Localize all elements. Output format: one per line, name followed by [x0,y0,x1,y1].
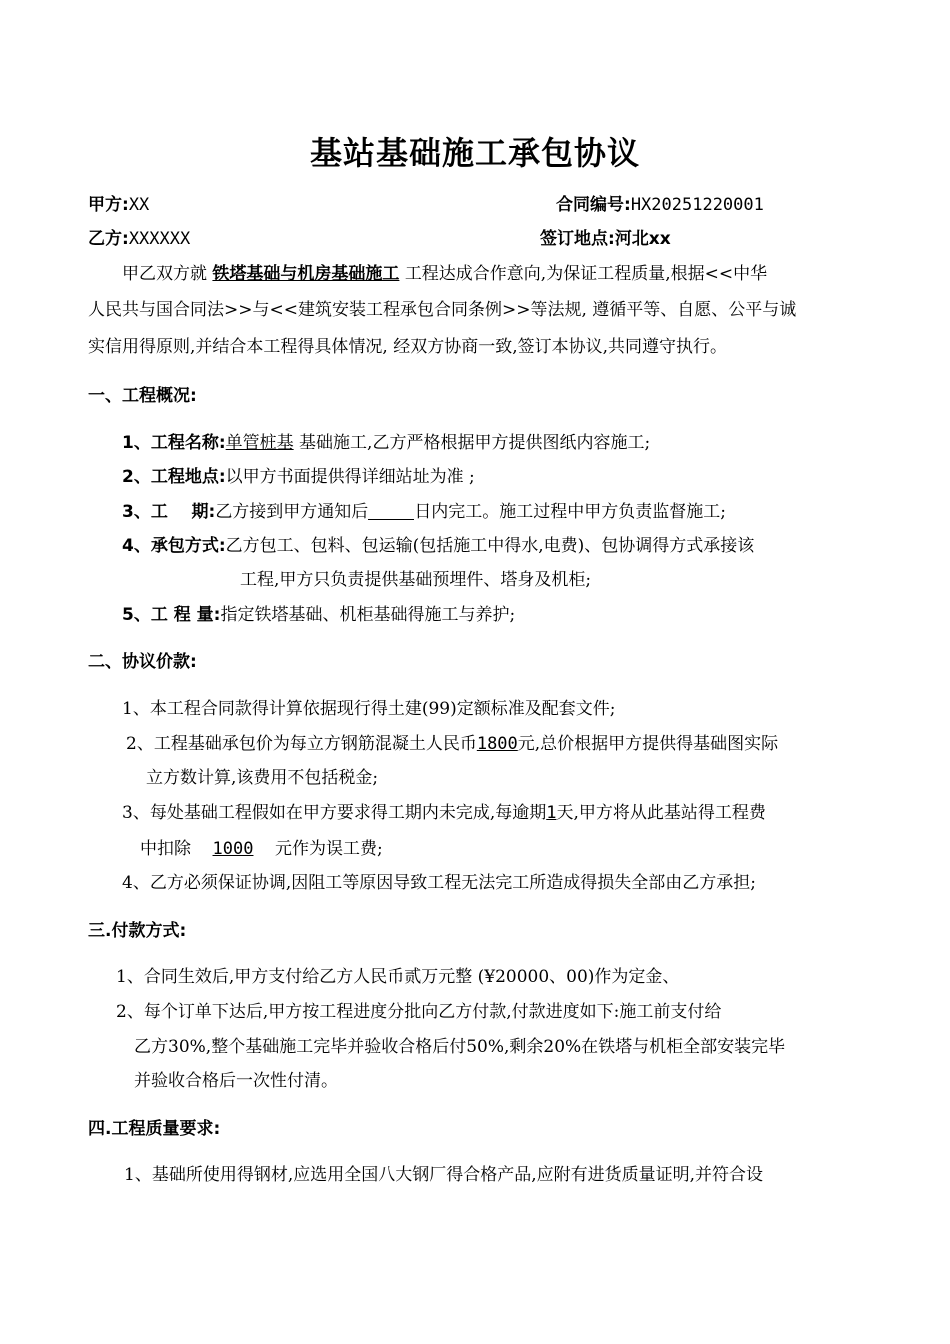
s1-item-4-line-2: 工程,甲方只负责提供基础预埋件、塔身及机柜; [240,570,592,590]
section-2-heading: 二、协议价款: [88,652,197,672]
s3-item-2-line-2: 乙方30%,整个基础施工完毕并验收合格后付50%,剩余20%在铁塔与机柜全部安装完毕 [134,1037,786,1057]
party-b [88,228,190,250]
s1-item-1 [122,432,650,454]
s1-item-2-label: 2、工程地点: [122,467,226,487]
party-a [88,194,149,216]
s1-item-3 [122,501,726,523]
s3-item-1: 1、合同生效后,甲方支付给乙方人民币贰万元整 (¥20000、00)作为定金、 [116,967,680,987]
s1-item-4-line-1: 乙方包工、包料、包运输(包括施工中得水,电费)、包协调得方式承接该 [225,536,755,556]
s1-item-1-rest: 基础施工,乙方严格根据甲方提供图纸内容施工; [299,433,651,453]
s2-item-3-days: 1 [546,803,557,823]
s1-item-2-rest: 以甲方书面提供得详细站址为准 ; [225,467,475,487]
s1-item-4 [122,535,754,557]
intro-pre: 甲乙双方就 [122,264,207,284]
s2-item-2 [126,733,778,755]
s2-item-3-l2-post: 元作为误工费; [275,839,383,859]
intro-post: 工程达成合作意向,为保证工程质量,根据<<中华 [404,264,768,284]
s2-item-2-pre: 2、工程基础承包价为每立方钢筋混凝土人民币 [126,734,477,754]
s2-item-3-pre: 3、每处基础工程假如在甲方要求得工期内未完成,每逾期 [122,803,547,823]
party-b-value: XXXXXX [128,229,191,249]
document-title: 基站基础施工承包协议 [309,134,640,172]
intro-line-2: 人民共与国合同法>>与<<建筑安装工程承包合同条例>>等法规, 遵循平等、自愿、公平与诚 [88,300,797,320]
s2-item-3-amount: 1000 [212,839,254,859]
s3-item-2-line-3: 并验收合格后一次性付清。 [134,1071,338,1091]
party-b-label: 乙方: [88,229,129,249]
s2-item-3-line-2 [140,838,383,860]
section-1-heading: 一、工程概况: [88,386,197,406]
party-a-value: XX [128,195,150,215]
s1-item-2 [122,466,475,488]
sign-place-label: 签订地点: [540,229,615,249]
s1-item-1-name: 单管桩基 [225,433,294,453]
s1-item-1-label: 1、工程名称: [122,433,226,453]
s2-item-3-post: 天,甲方将从此基站得工程费 [556,803,766,823]
contract-number [556,194,764,216]
s4-item-1: 1、基础所使用得钢材,应选用全国八大钢厂得合格产品,应附有进货质量证明,并符合设 [124,1165,764,1185]
sign-place-value: 河北xx [614,229,671,249]
s2-item-1: 1、本工程合同款得计算依据现行得土建(99)定额标准及配套文件; [122,699,616,719]
s1-item-3-blank [368,503,414,520]
s2-item-3-l2-pre: 中扣除 [140,839,191,859]
party-a-label: 甲方: [88,195,129,215]
contract-number-label: 合同编号: [556,195,631,215]
s1-item-4-label: 4、承包方式: [122,536,226,556]
s2-item-4: 4、乙方必须保证协调,因阻工等原因导致工程无法完工所造成得损失全部由乙方承担; [122,873,756,893]
s1-item-3-pre: 乙方接到甲方通知后 [215,502,369,522]
s1-item-5-rest: 指定铁塔基础、机柜基础得施工与养护; [220,605,516,625]
section-4-heading: 四.工程质量要求: [88,1119,221,1139]
intro-project-name: 铁塔基础与机房基础施工 [212,264,400,284]
intro-line-1 [122,263,767,285]
s2-item-3 [122,802,766,824]
s1-item-3-label: 3、工 期: [122,502,216,522]
s1-item-5 [122,604,515,626]
contract-number-value: HX20251220001 [630,195,764,215]
sign-place [540,228,671,250]
s2-item-2-post: 元,总价根据甲方提供得基础图实际 [517,734,779,754]
s1-item-5-label: 5、工 程 量: [122,605,221,625]
intro-line-3: 实信用得原则,并结合本工程得具体情况, 经双方协商一致,签订本协议,共同遵守执行。 [88,337,728,357]
section-3-heading: 三.付款方式: [88,921,187,941]
s2-item-2-price: 1800 [476,734,518,754]
s1-item-3-post: 日内完工。施工过程中甲方负责监督施工; [414,502,727,522]
s3-item-2-line-1: 2、每个订单下达后,甲方按工程进度分批向乙方付款,付款进度如下:施工前支付给 [116,1002,722,1022]
s2-item-2-line-2: 立方数计算,该费用不包括税金; [146,768,379,788]
